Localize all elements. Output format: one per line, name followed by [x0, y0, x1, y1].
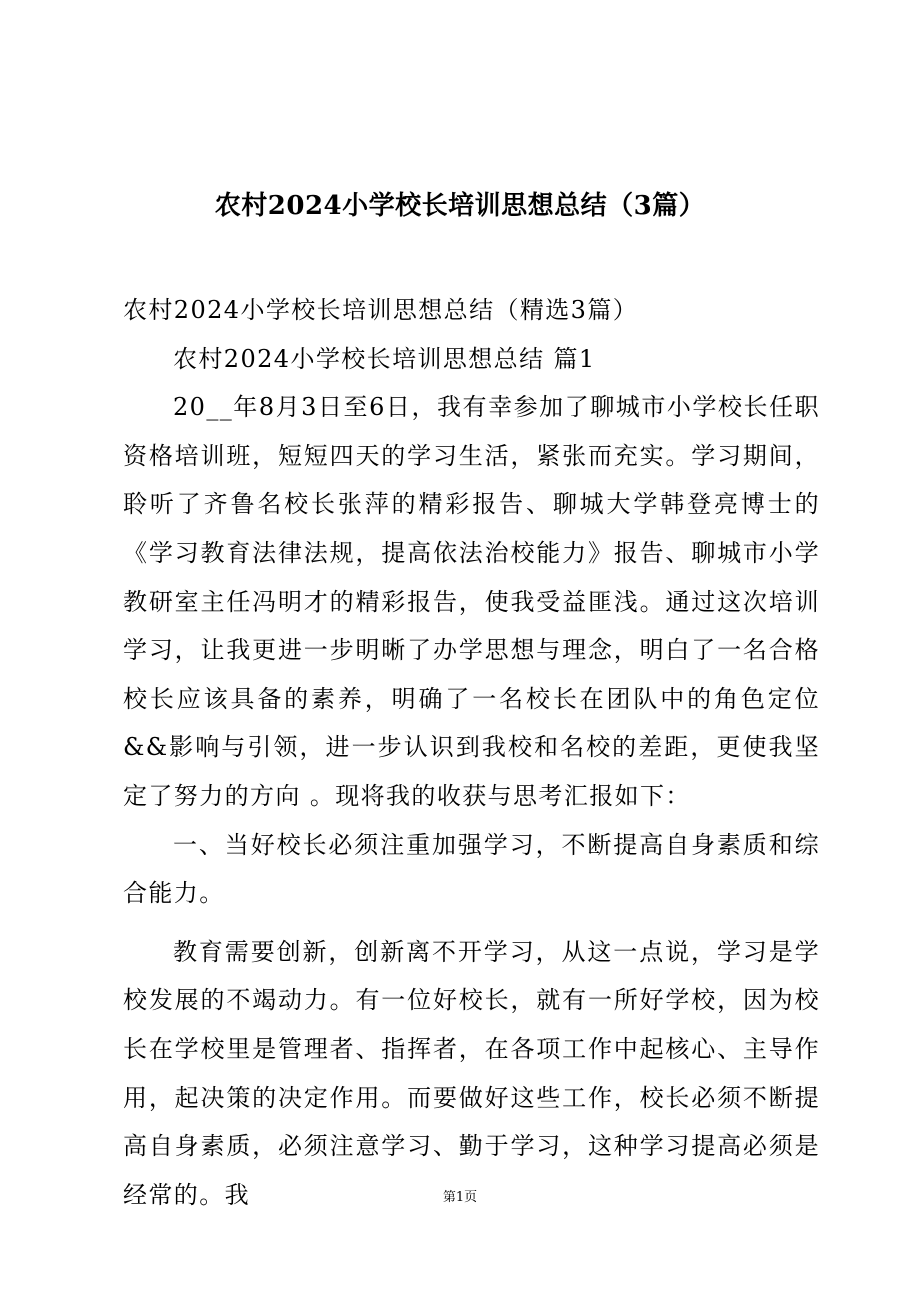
page-number: 第1页: [442, 1190, 478, 1205]
paragraph-intro: 20__年8月3日至6日，我有幸参加了聊城市小学校长任职资格培训班，短短四天的学习生活，紧张而充实。学习期间，聆听了齐鲁名校长张萍的精彩报告、聊城大学韩登亮博士的《学习教育法律法规，提高依法治校能力》报告、聊城市小学教研室主任冯明才的精彩报告，使我受益匪浅。通过这次培训学习，让我更进一步明晰了办学思想与理念，明白了一名合格校长应该具备的素养，明确了一名校长在团队中的角色定位&&影响与引领，进一步认识到我校和名校的差距，更使我坚定了努力的方向 。现将我的收获与思考汇报如下：: [123, 393, 820, 810]
paragraph-point-one: 一、当好校长必须注重加强学习，不断提高自身素质和综合能力。: [123, 830, 820, 908]
document-body: [123, 286, 820, 1219]
document-subtitle: 农村2024小学校长培训思想总结（精选3篇）: [123, 296, 639, 324]
paragraph-education: 教育需要创新，创新离不开学习，从这一点说，学习是学校发展的不竭动力。有一位好校长，就有一所好学校，因为校长在学校里是管理者、指挥者，在各项工作中起核心、主导作用，起决策的决定作用。而要做好这些工作，校长必须不断提高自身素质，必须注意学习、勤于学习，这种学习提高必须是经常的。我: [123, 937, 820, 1209]
section-heading: 农村2024小学校长培训思想总结 篇1: [173, 344, 596, 373]
document-title: 农村2024小学校长培训思想总结（3篇）: [214, 191, 706, 221]
